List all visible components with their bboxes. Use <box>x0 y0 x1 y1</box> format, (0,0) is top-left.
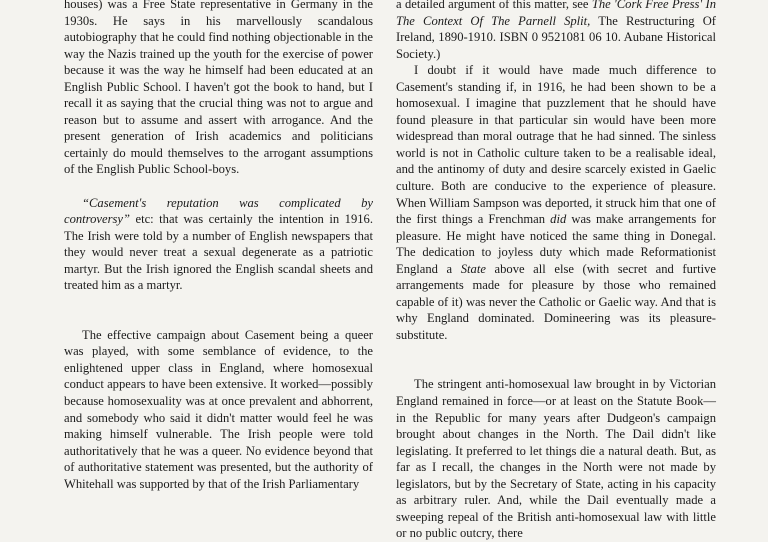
quoted-phrase: “Casement's reputation was complicated by controversy” <box>64 195 373 227</box>
right-column <box>396 0 716 542</box>
reference-tail: The Restructuring Of Ireland, 1890-1910. ISBN 0 9521081 06 10. Aubane Historical Society.) <box>396 13 716 61</box>
reference-title: The 'Cork Free Press' In The Context Of The Parnell Split, <box>396 0 716 28</box>
paragraph-reputation-text: etc: that was certainly the intention in 1916. The Irish were told by a number of English newspapers that they would never treat a sexual degenerate as a patriotic martyr. But the Irish ignored the English scandal sheets and treated him as a martyr. <box>64 212 373 293</box>
emphasis-state: State <box>460 261 486 276</box>
left-column <box>64 0 373 492</box>
paragraph-reference <box>396 0 716 62</box>
paragraph-pleasure-text-a: I doubt if it would have made much difference to Casement's standing if, in 1916, he had been shown to be a homosexual. I imagine that puzzlement that he should have found pleasure in that particular sin would have been more widespread than moral outrage that he had sinned. The sinless world is not in Catholic culture taken to be a realisable ideal, and the antinomy of duty and desire scarcely existed in Gaelic culture. Both are conducive to the experience of pleasure. When William Sampson was deported, it struck him that one of the first things a Frenchman <box>396 63 716 227</box>
paragraph-pleasure-text-b: was make arrangements for pleasure. He might have noticed the same thing in Donegal. The dedication to joyless duty which made Reformationist England a <box>396 212 717 276</box>
paragraph-reputation <box>64 195 373 294</box>
reference-lead: a detailed argument of this matter, see <box>396 0 592 11</box>
paragraph-pleasure <box>396 62 716 343</box>
paragraph-pleasure-text-c: above all else (with secret and furtive arrangements made for pleasure by those who remained capable of it) was never the Catholic or Gaelic way. And that is why England dominated. Domineering was its pleasure-substitute. <box>396 261 716 342</box>
paragraph-nazi-youth: houses) was a Free State representative in Germany in the 1930s. He says in his marvellously scandalous autobiography that he could find nothing objectionable in the way the Nazis trained up the youth for the exercise of power because it was the way he himself had been educated at an English Public School. I haven't got the book to hand, but I recall it as saying that the crucial thing was not to argue and reason but to assume and assert with arrogance. And the present generation of Irish academics and politicians certainly do mould themselves to the arrogant assumptions of the English Public School-boys. <box>64 0 373 177</box>
paragraph-anti-homosexual-law: The stringent anti-homosexual law brought in by Victorian England remained in force—or at least on the Statute Book—in the Republic for many years after Dudgeon's campaign brought about changes in the North. The Dail didn't like legislating. It preferred to let things die a natural death. But, as far as I recall, the changes in the North were not made by legislators, but by the Secretary of State, acting in his capacity as arbitrary ruler. And, while the Dail eventually made a sweeping repeal of the British anti-homosexual law with little or no public outcry, there <box>396 377 716 541</box>
paragraph-campaign: The effective campaign about Casement being a queer was played, with some semblance of evidence, to the enlightened upper class in England, where homosexual conduct appears to have been extensive. It worked—possibly because homosexuality was at once prevalent and abhorrent, and somebody who said it didn't matter would feel he was making himself vulnerable. The Irish people were told authoritatively that he was a queer. No evidence beyond that of authoritative statement was presented, but the authority of Whitehall was supported by that of the Irish Parliamentary <box>64 327 373 491</box>
emphasis-did: did <box>550 212 567 227</box>
